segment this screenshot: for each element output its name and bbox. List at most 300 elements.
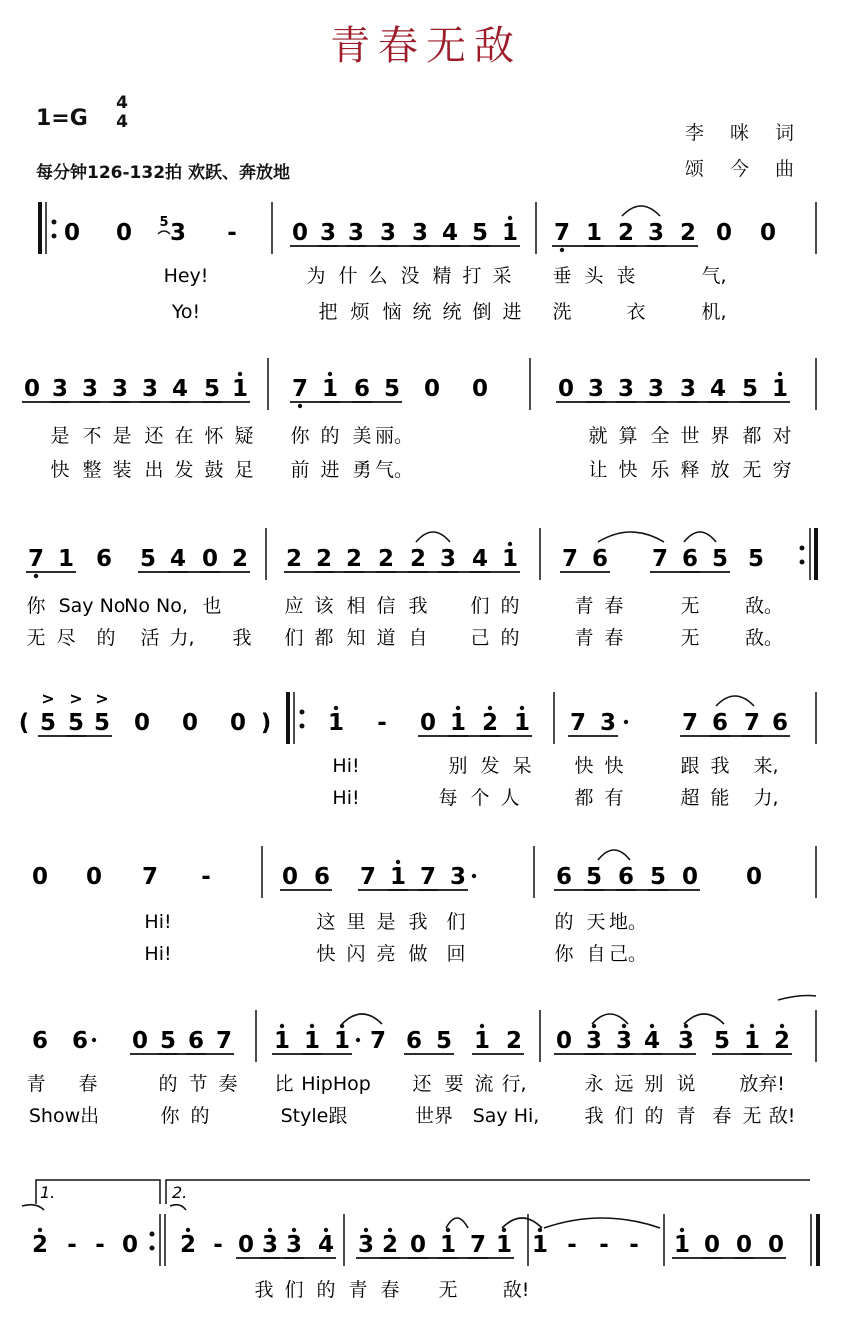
high-octave-dot [446,1228,450,1232]
lyric-verse-1: 说 [676,1073,696,1095]
lyric-verse-2: 春 [604,627,624,649]
lyric-verse-1: 丽。 [374,425,414,447]
note: 3 [599,710,617,736]
note: 1 [473,1028,491,1054]
lyric-verse-1: HipHop [301,1073,371,1095]
note: 2 [179,1232,197,1258]
note: 1 [771,376,789,402]
lyric-verse-2: 进 [320,459,340,481]
lyric-verse-2: 气。 [374,459,414,481]
note: 3 [357,1232,375,1258]
lyric-verse-2: 恼 [382,301,402,323]
lyric-verse-2: 们 [284,627,304,649]
lyric-verse-2: 洗 [552,301,572,323]
slur [342,1014,382,1024]
high-octave-dot [538,1228,542,1232]
lyric-verse-1: 比 [274,1073,294,1095]
composer-credit: 颂 今 曲 [684,158,804,180]
lyric-verse-2: Hi! [144,943,172,965]
note: 7 [419,864,437,890]
note: 1 [439,1232,457,1258]
lyric-verse-1: 对 [772,425,792,447]
lyric-verse-1: 别 [644,1073,664,1095]
high-octave-dot [480,1024,484,1028]
note: 1 [743,1028,761,1054]
lyric-verse-2: 勇 [352,459,372,481]
repeat-dot [52,234,57,239]
note: 7 [553,220,571,246]
high-octave-dot [622,1024,626,1028]
note: 2 [315,546,333,572]
note: 5 [435,1028,453,1054]
note: - [567,1232,577,1258]
slur [592,1014,628,1024]
lyric-verse-1: 这 [316,911,336,933]
lyric-verse-1: 在 [174,425,194,447]
note: - [213,1232,223,1258]
note: 2 [31,1232,49,1258]
note: 3 [615,1028,633,1054]
note: 3 [647,376,665,402]
lyric-verse-1: 精 [432,265,452,287]
note: 3 [587,376,605,402]
note: 0 [557,376,575,402]
note: 7 [359,864,377,890]
lyric-verse-1: 春 [604,595,624,617]
high-octave-dot [292,1228,296,1232]
note: 0 [115,220,133,246]
high-octave-dot [488,706,492,710]
note: 0 [23,376,41,402]
low-octave-dot [560,248,564,252]
repeat-dot [800,560,805,565]
high-octave-dot [502,1228,506,1232]
high-octave-dot [38,1228,42,1232]
lyric-verse-2: 有 [604,787,624,809]
lyric-verse-1: 气, [701,265,727,287]
note: 0 [121,1232,139,1258]
note: 1 [327,710,345,736]
tempo-marking: 每分钟126-132拍 欢跃、奔放地 [36,163,290,183]
note: 5 [471,220,489,246]
lyric-verse-1: 们 [446,911,466,933]
note: 5 [747,546,765,572]
lyric-verse-2: 鼓 [204,459,224,481]
note: 6 [31,1028,49,1054]
note: 1 [303,1028,321,1054]
note: 1 [495,1232,513,1258]
note: ( [18,710,30,736]
grace-slur [158,231,170,234]
note: 3 [141,376,159,402]
high-octave-dot [520,706,524,710]
lyric-verse-1: 是 [112,425,132,447]
time-signature-bottom: 4 [116,112,128,132]
augmentation-dot [624,720,628,724]
high-octave-dot [680,1228,684,1232]
note: 4 [441,220,459,246]
note: 1 [231,376,249,402]
lyric-verse-1: 奏 [218,1073,238,1095]
lyric-verse-1: 春 [78,1073,98,1095]
note: 2 [679,220,697,246]
note: - [67,1232,77,1258]
note: 0 [715,220,733,246]
note: 0 [63,220,81,246]
note: 7 [369,1028,387,1054]
high-octave-dot [310,1024,314,1028]
note: 7 [215,1028,233,1054]
note: 5 [39,710,57,736]
lyric-verse-2: 无 [742,1105,762,1127]
high-octave-dot [508,216,512,220]
note: 3 [285,1232,303,1258]
lyric-verse-1: 敌! [502,1279,530,1301]
note: 2 [409,546,427,572]
repeat-dot [300,710,305,715]
lyric-verse-2: 释 [680,459,700,481]
lyric-verse-2: Hi! [332,787,360,809]
lyric-verse-2: 自 [408,627,428,649]
lyric-verse-1: 的 [554,911,574,933]
lyric-verse-2: 们 [614,1105,634,1127]
note: 2 [617,220,635,246]
lyric-verse-2: Yo! [171,301,201,323]
lyric-verse-2: 无 [680,627,700,649]
lyric-verse-2: 的 [644,1105,664,1127]
note: 6 [771,710,789,736]
lyric-verse-1: Say No [58,595,126,617]
repeat-dot [800,546,805,551]
note: 2 [481,710,499,736]
note: 3 [81,376,99,402]
lyric-verse-2: 足 [234,459,254,481]
lyric-verse-2: 己 [470,627,490,649]
note: 6 [617,864,635,890]
lyric-verse-2: 快 [618,459,638,481]
lyric-verse-2: 能 [710,787,730,809]
lyric-verse-1: 青 [348,1279,368,1301]
note: - [201,864,211,890]
note: 1 [449,710,467,736]
note: 3 [261,1232,279,1258]
note: 6 [187,1028,205,1054]
note: - [95,1232,105,1258]
lyric-verse-2: Show出 [28,1105,100,1127]
slur [598,850,630,860]
high-octave-dot [238,372,242,376]
note: 7 [743,710,761,736]
lyric-verse-1: 青 [26,1073,46,1095]
lyric-verse-2: 回 [446,943,466,965]
slur [622,206,660,216]
repeat-dot [150,1232,155,1237]
note: 0 [471,376,489,402]
lyric-verse-1: 们 [284,1279,304,1301]
lyric-verse-2: 个 [470,787,490,809]
note: 3 [51,376,69,402]
lyric-verse-1: 全 [650,425,670,447]
lyric-verse-2: 我 [584,1105,604,1127]
lyric-verse-1: 是 [50,425,70,447]
lyric-verse-2: 自 [586,943,606,965]
note: - [629,1232,639,1258]
lyric-verse-1: 快 [574,755,594,777]
volta-bracket-2 [166,1180,810,1204]
low-octave-dot [34,574,38,578]
lyric-verse-1: 你 [26,595,46,617]
lyric-verse-1: 的 [320,425,340,447]
note: 1 [531,1232,549,1258]
lyric-verse-1: 远 [614,1073,634,1095]
note: 3 [111,376,129,402]
note: 3 [449,864,467,890]
lyric-verse-2: 世界 [414,1105,454,1127]
lyric-verse-1: 要 [444,1073,464,1095]
grace-note: 5 [159,215,169,230]
note: 0 [181,710,199,736]
lyric-verse-1: 们 [470,595,490,617]
lyric-verse-1: 就 [588,425,608,447]
note: 0 [281,864,299,890]
lyric-verse-1: 都 [742,425,762,447]
note: 5 [649,864,667,890]
slur [684,532,716,542]
high-octave-dot [388,1228,392,1232]
lyric-verse-2: Say Hi, [472,1105,540,1127]
note: 7 [291,376,309,402]
lyric-verse-2: 亮 [376,943,396,965]
slur [416,532,450,542]
note: 0 [131,1028,149,1054]
high-octave-dot [650,1024,654,1028]
accent-mark: > [95,689,109,708]
note: 5 [203,376,221,402]
note: 3 [169,220,187,246]
note: 6 [95,546,113,572]
note: 6 [353,376,371,402]
lyric-verse-1: 我 [254,1279,274,1301]
lyric-verse-2: 尽 [56,627,76,649]
note: 2 [505,1028,523,1054]
lyric-verse-2: 乐 [650,459,670,481]
lyric-verse-1: 还 [412,1073,432,1095]
lyric-verse-2: 快 [50,459,70,481]
high-octave-dot [592,1024,596,1028]
high-octave-dot [324,1228,328,1232]
note: 3 [439,546,457,572]
note: 7 [681,710,699,736]
note: 0 [31,864,49,890]
accent-mark: > [69,689,83,708]
note: ) [260,710,272,736]
high-octave-dot [508,542,512,546]
lyric-verse-1: 发 [480,755,500,777]
note: 1 [513,710,531,736]
note: 5 [93,710,111,736]
lyric-verse-1: Hi! [144,911,172,933]
time-signature-top: 4 [116,93,128,113]
high-octave-dot [186,1228,190,1232]
note: - [377,710,387,736]
slur [684,1014,724,1024]
note: 3 [585,1028,603,1054]
note: 4 [317,1232,335,1258]
lyric-verse-1: 垂 [552,265,572,287]
volta-label-2: 2. [172,1183,188,1202]
high-octave-dot [268,1228,272,1232]
high-octave-dot [280,1024,284,1028]
song-title: 青春无敌 [330,23,522,69]
note: 7 [141,864,159,890]
lyric-verse-2: 装 [112,459,132,481]
lyric-verse-1: 地。 [608,911,648,933]
lyric-verse-2: 无 [26,627,46,649]
lyric-verse-1: 算 [618,425,638,447]
lyric-verse-2: 我 [232,627,252,649]
note: 3 [319,220,337,246]
lyric-verse-2: 前 [290,459,310,481]
lyric-verse-1: 信 [376,595,396,617]
slur [716,696,754,706]
high-octave-dot [340,1024,344,1028]
high-octave-dot [780,1024,784,1028]
lyric-verse-1: 别 [448,755,468,777]
note: 4 [643,1028,661,1054]
lyric-verse-1: 的 [158,1073,178,1095]
note: 1 [501,546,519,572]
lyric-verse-1: 呆 [512,755,532,777]
lyric-verse-2: 快 [316,943,336,965]
lyric-verse-2: 烦 [350,301,370,323]
lyric-verse-2: Style跟 [280,1105,348,1127]
lyric-verse-2: 道 [376,627,396,649]
lyric-verse-2: 的 [500,627,520,649]
note: 0 [419,710,437,736]
lyric-verse-1: 你 [290,425,310,447]
lyric-verse-2: 力, [753,787,779,809]
lyric-verse-1: 头 [584,265,604,287]
lyric-verse-1: 界 [710,425,730,447]
lyric-verse-1: No No, [124,595,188,617]
note: 4 [171,376,189,402]
lyric-verse-2: 知 [346,627,366,649]
note: 4 [471,546,489,572]
note: - [227,220,237,246]
note: 5 [711,546,729,572]
lyric-verse-2: 超 [680,787,700,809]
lyric-verse-1: 丧 [616,265,636,287]
note: 3 [677,1028,695,1054]
note: 6 [71,1028,89,1054]
lyric-verse-2: 机, [701,301,727,323]
note: 1 [389,864,407,890]
note: 3 [617,376,635,402]
lyric-verse-1: 节 [188,1073,208,1095]
lyric-verse-2: 敌! [768,1105,796,1127]
lyric-verse-2: 无 [742,459,762,481]
note: 3 [647,220,665,246]
note: 0 [133,710,151,736]
note: 2 [377,546,395,572]
note: 0 [759,220,777,246]
note: 7 [469,1232,487,1258]
lyric-verse-1: 的 [500,595,520,617]
accent-mark: > [41,689,55,708]
lyric-verse-1: 无 [680,595,700,617]
note: 0 [409,1232,427,1258]
note: 1 [673,1232,691,1258]
lyric-verse-1: 疑 [234,425,254,447]
note: 0 [681,864,699,890]
note: - [599,1232,609,1258]
slur [598,532,664,542]
lyric-verse-1: 也 [202,595,222,617]
lyric-verse-1: 应 [284,595,304,617]
lyric-verse-1: 里 [346,911,366,933]
lyric-verse-1: Hey! [163,265,209,287]
lyric-verse-1: 跟 [680,755,700,777]
lyric-verse-1: 怀 [204,425,224,447]
lyric-verse-1: 打 [462,265,482,287]
lyric-verse-1: 流 [474,1073,494,1095]
lyric-verse-2: 闪 [346,943,366,965]
note: 0 [229,710,247,736]
lyric-verse-2: 青 [574,627,594,649]
lyric-verse-2: 统 [442,301,462,323]
lyric-verse-2: 都 [574,787,594,809]
lyric-verse-2: 做 [408,943,428,965]
note: 6 [711,710,729,736]
high-octave-dot [456,706,460,710]
high-octave-dot [334,706,338,710]
slur [502,1218,542,1228]
lyric-verse-2: 的 [96,627,116,649]
lyric-verse-1: 无 [438,1279,458,1301]
lyric-verse-1: 天 [586,911,606,933]
high-octave-dot [328,372,332,376]
note: 5 [67,710,85,736]
lyric-verse-2: 的 [190,1105,210,1127]
repeat-dot [150,1246,155,1251]
repeat-dot [300,724,305,729]
lyric-verse-1: 我 [408,911,428,933]
lyric-verse-2: 穷 [772,459,792,481]
note: 2 [345,546,363,572]
note: 3 [679,376,697,402]
note: 6 [555,864,573,890]
note: 7 [27,546,45,572]
note: 2 [231,546,249,572]
note: 7 [569,710,587,736]
lyric-verse-1: 青 [574,595,594,617]
lyric-verse-2: 你 [160,1105,180,1127]
note: 6 [405,1028,423,1054]
lyric-verse-1: 没 [400,265,420,287]
note: 3 [411,220,429,246]
note: 3 [379,220,397,246]
lyric-verse-2: 每 [438,787,458,809]
lyric-verse-1: 快 [604,755,624,777]
note: 1 [321,376,339,402]
lyric-verse-1: 我 [408,595,428,617]
note: 0 [291,220,309,246]
lyric-verse-2: 统 [412,301,432,323]
note: 1 [273,1028,291,1054]
augmentation-dot [92,1038,96,1042]
augmentation-dot [472,874,476,878]
note: 2 [285,546,303,572]
